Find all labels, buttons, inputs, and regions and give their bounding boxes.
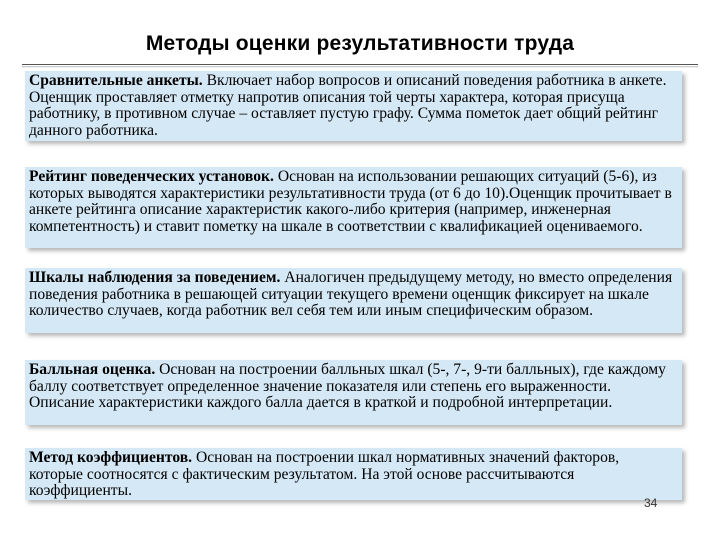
- method-description: Включает набор вопросов и описаний поведения работника в анкете. Оценщик проставляет отметку напротив описания той черты характера, которая присуща работнику, в противном случае – оставляет пустую графу. Сумма пометок дает общий рейтинг данного работника.: [29, 72, 667, 139]
- method-term: Шкалы наблюдения за поведением.: [29, 269, 281, 286]
- method-block-point-rating: [25, 360, 682, 425]
- method-description: Основан на построении шкал нормативных значений факторов, которые соотносятся с фактическим результатом. На этой основе рассчитываются коэффициенты.: [29, 449, 620, 499]
- method-term: Метод коэффициентов.: [29, 449, 193, 466]
- page-title: Методы оценки результативности труда: [145, 32, 575, 55]
- method-term: Рейтинг поведенческих установок.: [29, 168, 274, 185]
- method-block-coefficients: [25, 448, 682, 500]
- method-block-comparative-questionnaires: [25, 71, 682, 141]
- method-description: Основан на использовании решающих ситуаций (5-6), из которых выводятся характеристики результативности труда (от 6 до 10).Оценщик прочитывает в анкете рейтинга описание характеристик какого-либо критерия (например, инженерная компетентность) и ставит пометку на шкале в соответствии с квалификацией оцениваемого.: [29, 168, 672, 235]
- method-term: Сравнительные анкеты.: [29, 72, 203, 89]
- page-number: 34: [644, 496, 658, 510]
- title-divider: [22, 64, 698, 65]
- method-block-behavioral-rating: [25, 167, 682, 248]
- title-divider-shadow: [22, 66, 698, 68]
- method-block-behavior-observation-scales: [25, 268, 682, 333]
- method-term: Балльная оценка.: [29, 361, 156, 378]
- method-description: Основан на построении балльных шкал (5-, 7-, 9-ти балльных), где каждому баллу соответствует определенное значение показателя или степень его выраженности. Описание характеристики каждого балла дается в краткой и подробной интерпретации.: [29, 361, 666, 411]
- method-description: Аналогичен предыдущему методу, но вместо определения поведения работника в решающей ситуации текущего времени оценщик фиксирует на шкале количество случаев, когда работник вел себя тем или иным специфическим образом.: [29, 269, 673, 319]
